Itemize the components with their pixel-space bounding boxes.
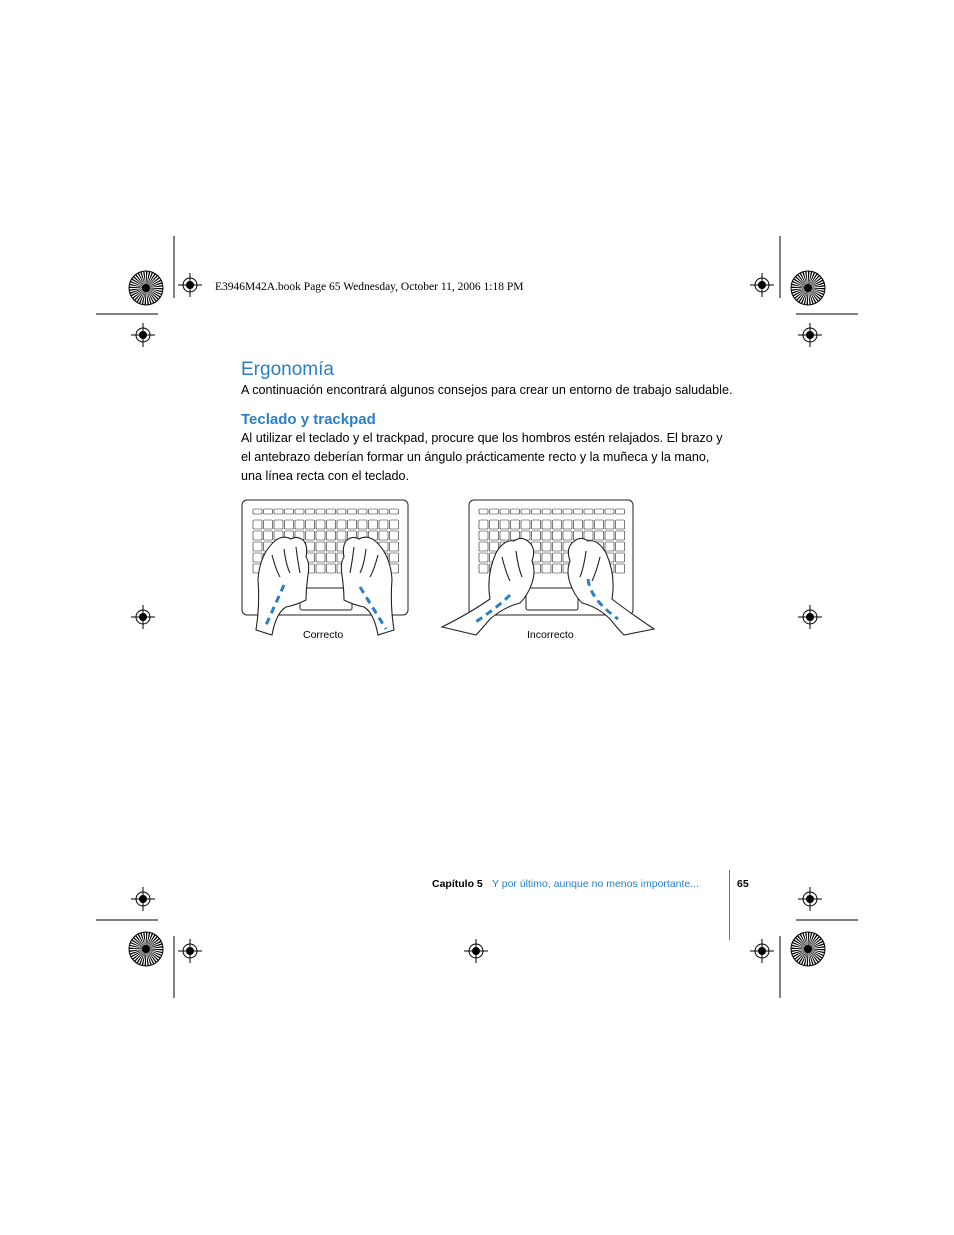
registration-target — [798, 323, 822, 347]
registration-target — [750, 273, 774, 297]
registration-target — [798, 887, 822, 911]
registration-target — [131, 887, 155, 911]
starburst-target — [791, 932, 825, 966]
registration-target — [178, 939, 202, 963]
registration-target — [131, 605, 155, 629]
registration-target — [464, 939, 488, 963]
caption-incorrect: Incorrecto — [527, 629, 574, 641]
print-header: E3946M42A.book Page 65 Wednesday, October 11, 2006 1:18 PM — [215, 281, 524, 293]
body-line-3: una línea recta con el teclado. — [241, 469, 410, 483]
registration-target — [131, 323, 155, 347]
footer-chapter: Capítulo 5 — [432, 878, 483, 890]
registration-target — [798, 605, 822, 629]
footer-chapter-title: Y por último, aunque no menos importante... — [492, 878, 700, 890]
body-line-2: el antebrazo deberían formar un ángulo prácticamente recto y la muñeca y la mano, — [241, 450, 710, 464]
section-title: Ergonomía — [241, 359, 334, 380]
caption-correct: Correcto — [303, 629, 344, 641]
body-line-1: Al utilizar el teclado y el trackpad, procure que los hombros estén relajados. El brazo y — [241, 431, 723, 445]
starburst-target — [129, 271, 163, 305]
registration-target — [178, 273, 202, 297]
subsection-title: Teclado y trackpad — [241, 411, 376, 428]
page-number: 65 — [737, 878, 749, 890]
registration-target — [750, 939, 774, 963]
starburst-target — [129, 932, 163, 966]
footer-divider — [729, 870, 730, 940]
illustration-incorrect — [440, 495, 656, 645]
section-intro: A continuación encontrará algunos consejos para crear un entorno de trabajo saludable. — [241, 383, 733, 397]
illustration-correct — [236, 495, 411, 645]
starburst-target — [791, 271, 825, 305]
